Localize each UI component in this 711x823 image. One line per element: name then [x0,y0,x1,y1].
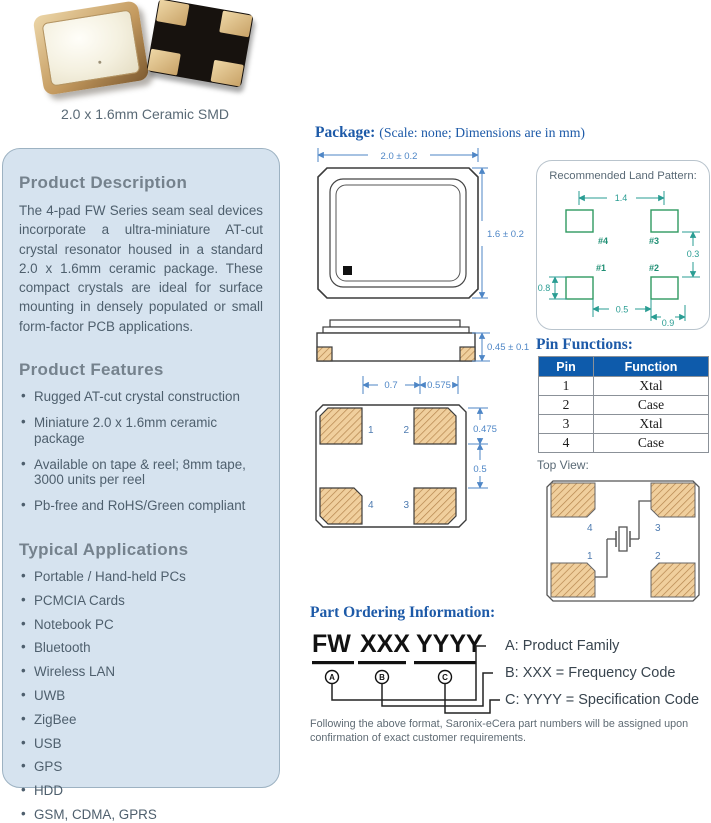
package-side-view-drawing [310,317,542,369]
application-item: • GSM, CDMA, GPRS [19,807,263,823]
land-pad-label-3: #3 [648,236,660,246]
application-item: • Notebook PC [19,617,263,633]
schematic-pad-label-2: 2 [655,551,661,562]
pin1-marker [343,266,352,275]
ordering-code-frequency: XXX [360,630,411,658]
dim-pad-width: 0.575 [427,380,451,391]
land-pad-label-2: #2 [648,263,660,273]
bottom-pad-label-3: 3 [403,500,409,511]
dim-thickness: 0.45 ± 0.1 [487,342,530,353]
application-item: • Wireless LAN [19,664,263,680]
top-view-title: Top View: [537,458,589,472]
bottom-pad-label-1: 1 [368,425,374,436]
schematic-pad-1 [551,563,595,597]
chip-pad [210,60,243,87]
part-ordering-diagram [308,622,710,720]
bottom-pad-label-4: 4 [368,500,374,511]
land-pad-2 [651,277,678,299]
dim-body-height: 1.6 ± 0.2 [487,229,524,240]
ordering-code-spec: YYYY [416,630,483,658]
product-features-title: Product Features [19,360,164,380]
pin-cell: 4 [539,434,594,453]
chip-pad [156,0,189,26]
land-pad-4 [566,210,593,232]
package-top-view-drawing [310,146,542,308]
pin-cell: 3 [539,415,594,434]
bottom-pad-3 [414,488,456,524]
function-column-header: Function [594,357,709,377]
schematic-pad-2 [651,563,695,597]
schematic-pad-label-3: 3 [655,523,661,534]
pin-functions-title: Pin Functions: [536,336,633,353]
land-pad-1 [566,277,593,299]
package-bottom-view-drawing [310,368,542,588]
dim-body-width: 2.0 ± 0.2 [380,151,418,162]
application-item: • UWB [19,688,263,704]
pin-column-header: Pin [539,357,594,377]
footnote-line: Following the above format, Saronix-eCera part numbers will be assigned upon [310,718,689,730]
pin-cell: 2 [539,396,594,415]
chip-pad [219,10,252,37]
land-pad-label-4: #4 [597,236,609,246]
chip-cavity [42,9,141,86]
function-cell: Case [594,396,709,415]
application-item: • HDD [19,783,263,799]
land-dim-gap-v: 0.3 [686,249,700,259]
application-item: • PCMCIA Cards [19,593,263,609]
ordering-footnote [310,717,688,745]
application-item: • Portable / Hand-held PCs [19,569,263,585]
table-row [539,377,709,396]
function-cell: Case [594,434,709,453]
footnote-line: confirmation of exact customer requirements. [310,732,527,745]
schematic-pad-4 [551,483,595,517]
bottom-pad-4 [320,488,362,524]
application-item: • ZigBee [19,712,263,728]
dim-pad-pitch: 0.7 [384,380,398,391]
function-cell: Xtal [594,377,709,396]
product-photo-bottom-chip [146,0,253,88]
land-pattern-title: Recommended Land Pattern: [549,170,697,182]
land-dim-pad-h: 0.8 [537,283,551,293]
dim-pad-gap: 0.5 [473,464,487,475]
pin-cell: 1 [539,377,594,396]
ordering-legend-c: C: YYYY = Specification Code [505,692,700,708]
ordering-marker-b: B [379,673,385,682]
table-row [539,434,709,453]
typical-applications-list [19,569,263,823]
application-item: • USB [19,736,263,752]
land-pad-label-1: #1 [595,263,607,273]
photo-caption: 2.0 x 1.6mm Ceramic SMD [60,106,230,122]
table-row [539,396,709,415]
part-ordering-title: Part Ordering Information: [310,604,496,621]
bottom-pad-2 [414,408,456,444]
ordering-marker-a: A [329,673,335,682]
land-pattern-drawing [537,161,708,328]
schematic-pad-label-4: 4 [587,523,593,534]
bottom-pad-1 [320,408,362,444]
schematic-pad-3 [651,483,695,517]
ordering-legend-a: A: Product Family [505,638,620,654]
feature-item: • Pb-free and RoHS/Green compliant [19,498,263,514]
pin-functions-table [538,356,709,453]
feature-item: • Available on tape & reel; 8mm tape, 3000 units per reel [19,457,263,489]
feature-item: • Miniature 2.0 x 1.6mm ceramic package [19,415,263,447]
schematic-pad-label-1: 1 [587,551,593,562]
land-dim-pitch: 1.4 [614,193,628,203]
ordering-marker-c: C [442,673,448,682]
package-section-heading [315,124,585,142]
package-heading-note: (Scale: none; Dimensions are in mm) [379,125,586,140]
product-info-panel [2,148,280,823]
ordering-legend-b: B: XXX = Frequency Code [505,665,676,681]
product-photo-ceramic-chip [32,0,149,96]
chip-pad [147,49,180,76]
product-features-list [19,389,263,514]
function-cell: Xtal [594,415,709,434]
bottom-pad-label-2: 2 [403,425,409,436]
land-dim-gap-h: 0.5 [615,304,629,315]
feature-item: • Rugged AT-cut crystal construction [19,389,263,405]
top-view-schematic [537,473,705,607]
land-dim-pad-w: 0.9 [661,318,675,328]
ordering-code-family: FW [312,630,351,658]
product-description-title: Product Description [19,173,188,192]
product-description-body: The 4-pad FW Series seam seal devices incorporate a ultra-miniature AT-cut crystal resonator housed in a standard 2.0 x 1.6mm ceramic package. These compact crystals are ideal for surface mounting in densely populated or small form-factor PCB applications. [19,203,263,334]
table-row [539,415,709,434]
application-item: • GPS [19,759,263,775]
application-item: • Bluetooth [19,640,263,656]
dim-pad-height: 0.475 [473,424,497,435]
typical-applications-title: Typical Applications [19,539,189,559]
land-pattern-box [536,160,710,330]
package-heading-label: Package: [315,124,376,141]
land-pad-3 [651,210,678,232]
